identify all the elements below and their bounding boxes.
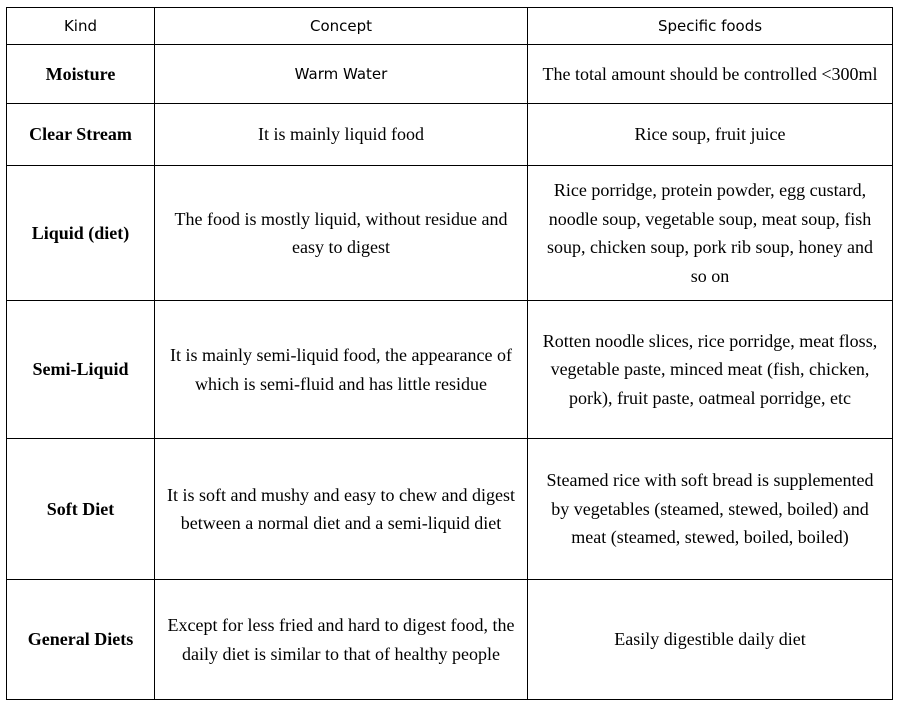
concept-cell: It is mainly semi-liquid food, the appearance of which is semi-fluid and has little residue xyxy=(155,301,528,439)
table-row xyxy=(7,45,893,104)
concept-cell: It is soft and mushy and easy to chew and digest between a normal diet and a semi-liquid diet xyxy=(155,439,528,580)
foods-cell: Rice porridge, protein powder, egg custard, noodle soup, vegetable soup, meat soup, fish soup, chicken soup, pork rib soup, honey and so on xyxy=(528,166,893,301)
kind-cell: Liquid (diet) xyxy=(7,166,155,301)
concept-cell: It is mainly liquid food xyxy=(155,104,528,166)
kind-cell: Clear Stream xyxy=(7,104,155,166)
foods-cell: Easily digestible daily diet xyxy=(528,580,893,700)
kind-cell: Semi-Liquid xyxy=(7,301,155,439)
concept-cell: Warm Water xyxy=(155,45,528,104)
kind-cell: Moisture xyxy=(7,45,155,104)
concept-cell: The food is mostly liquid, without residue and easy to digest xyxy=(155,166,528,301)
header-kind: Kind xyxy=(7,8,155,45)
header-specific-foods: Specific foods xyxy=(528,8,893,45)
foods-cell: Steamed rice with soft bread is supplemented by vegetables (steamed, stewed, boiled) and meat (steamed, stewed, boiled, boiled) xyxy=(528,439,893,580)
table-row xyxy=(7,439,893,580)
header-concept: Concept xyxy=(155,8,528,45)
foods-cell: Rice soup, fruit juice xyxy=(528,104,893,166)
foods-cell: Rotten noodle slices, rice porridge, meat floss, vegetable paste, minced meat (fish, chicken, pork), fruit paste, oatmeal porridge, etc xyxy=(528,301,893,439)
table-row xyxy=(7,104,893,166)
table-row xyxy=(7,580,893,700)
header-row xyxy=(7,8,893,45)
foods-cell: The total amount should be controlled <300ml xyxy=(528,45,893,104)
kind-cell: General Diets xyxy=(7,580,155,700)
concept-cell: Except for less fried and hard to digest food, the daily diet is similar to that of healthy people xyxy=(155,580,528,700)
diet-table xyxy=(6,7,893,700)
table-row xyxy=(7,166,893,301)
kind-cell: Soft Diet xyxy=(7,439,155,580)
table-row xyxy=(7,301,893,439)
